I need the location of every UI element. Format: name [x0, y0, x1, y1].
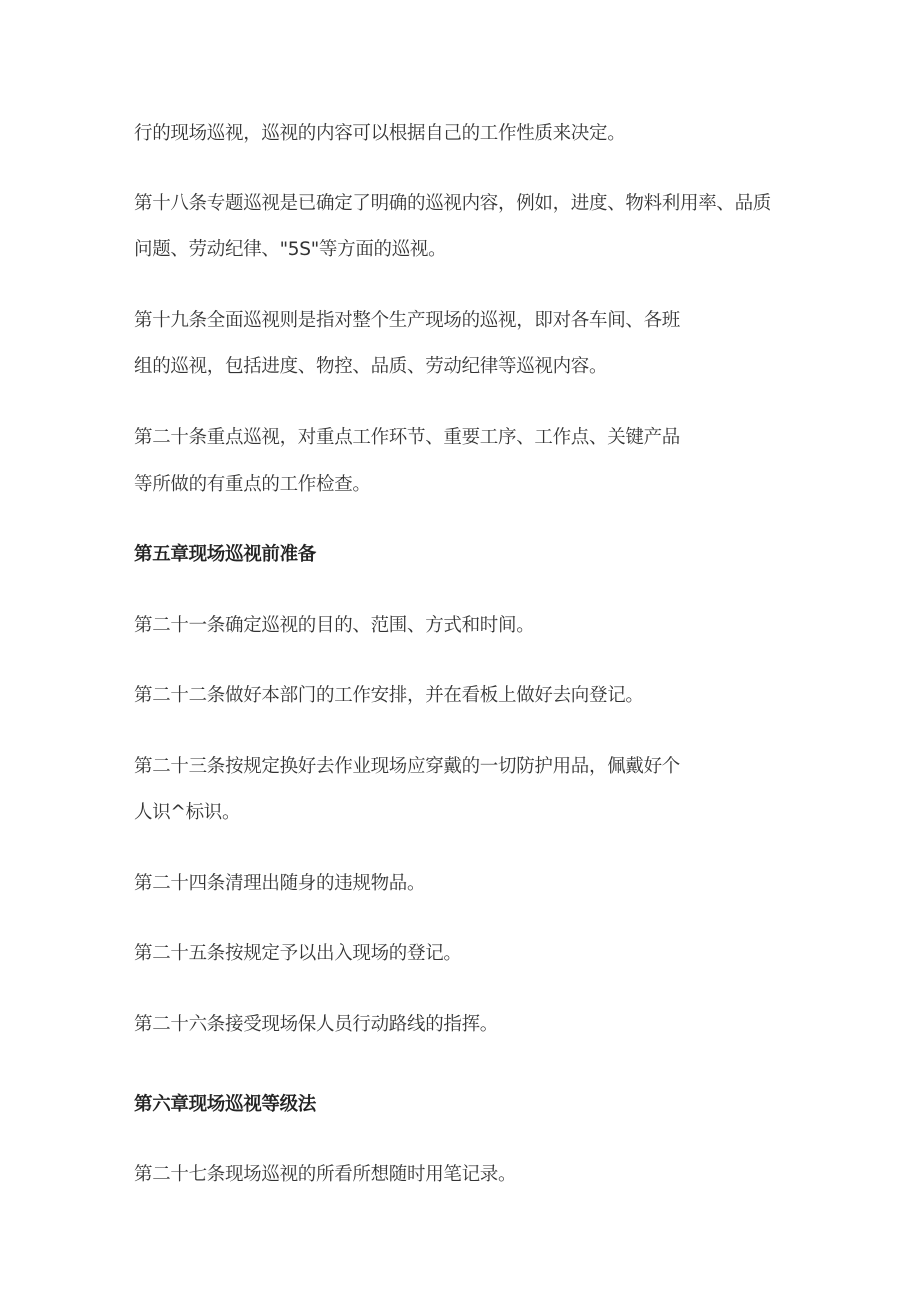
paragraph-line: 第二十四条清理出随身的违规物品。	[134, 873, 426, 894]
paragraph-line: 第二十二条做好本部门的工作安排，并在看板上做好去向登记。	[134, 685, 644, 706]
paragraph-line: 第十八条专题巡视是已确定了明确的巡视内容，例如，进度、物料利用率、品质	[134, 193, 772, 214]
paragraph-line: 等所做的有重点的工作检查。	[134, 474, 371, 495]
paragraph-line: 第二十条重点巡视，对重点工作环节、重要工序、工作点、关键产品	[134, 427, 681, 448]
paragraph-line: 人识^标识。	[134, 802, 241, 823]
paragraph-line: 第二十五条按规定予以出入现场的登记。	[134, 943, 462, 964]
paragraph-line: 第二十六条接受现场保人员行动路线的指挥。	[134, 1014, 499, 1035]
paragraph-line: 第二十三条按规定换好去作业现场应穿戴的一切防护用品，佩戴好个	[134, 756, 681, 777]
paragraph-line: 第十九条全面巡视则是指对整个生产现场的巡视，即对各车间、各班	[134, 310, 681, 331]
paragraph-line: 第二十七条现场巡视的所看所想随时用笔记录。	[134, 1164, 517, 1185]
chapter-heading: 第六章现场巡视等级法	[134, 1094, 317, 1115]
paragraph-line: 行的现场巡视，巡视的内容可以根据自己的工作性质来决定。	[134, 123, 626, 144]
paragraph-line: 第二十一条确定巡视的目的、范围、方式和时间。	[134, 615, 535, 636]
paragraph-line: 问题、劳动纪律、"5S"等方面的巡视。	[134, 239, 447, 260]
paragraph-line: 组的巡视，包括进度、物控、品质、劳动纪律等巡视内容。	[134, 356, 608, 377]
chapter-heading: 第五章现场巡视前准备	[134, 544, 317, 565]
